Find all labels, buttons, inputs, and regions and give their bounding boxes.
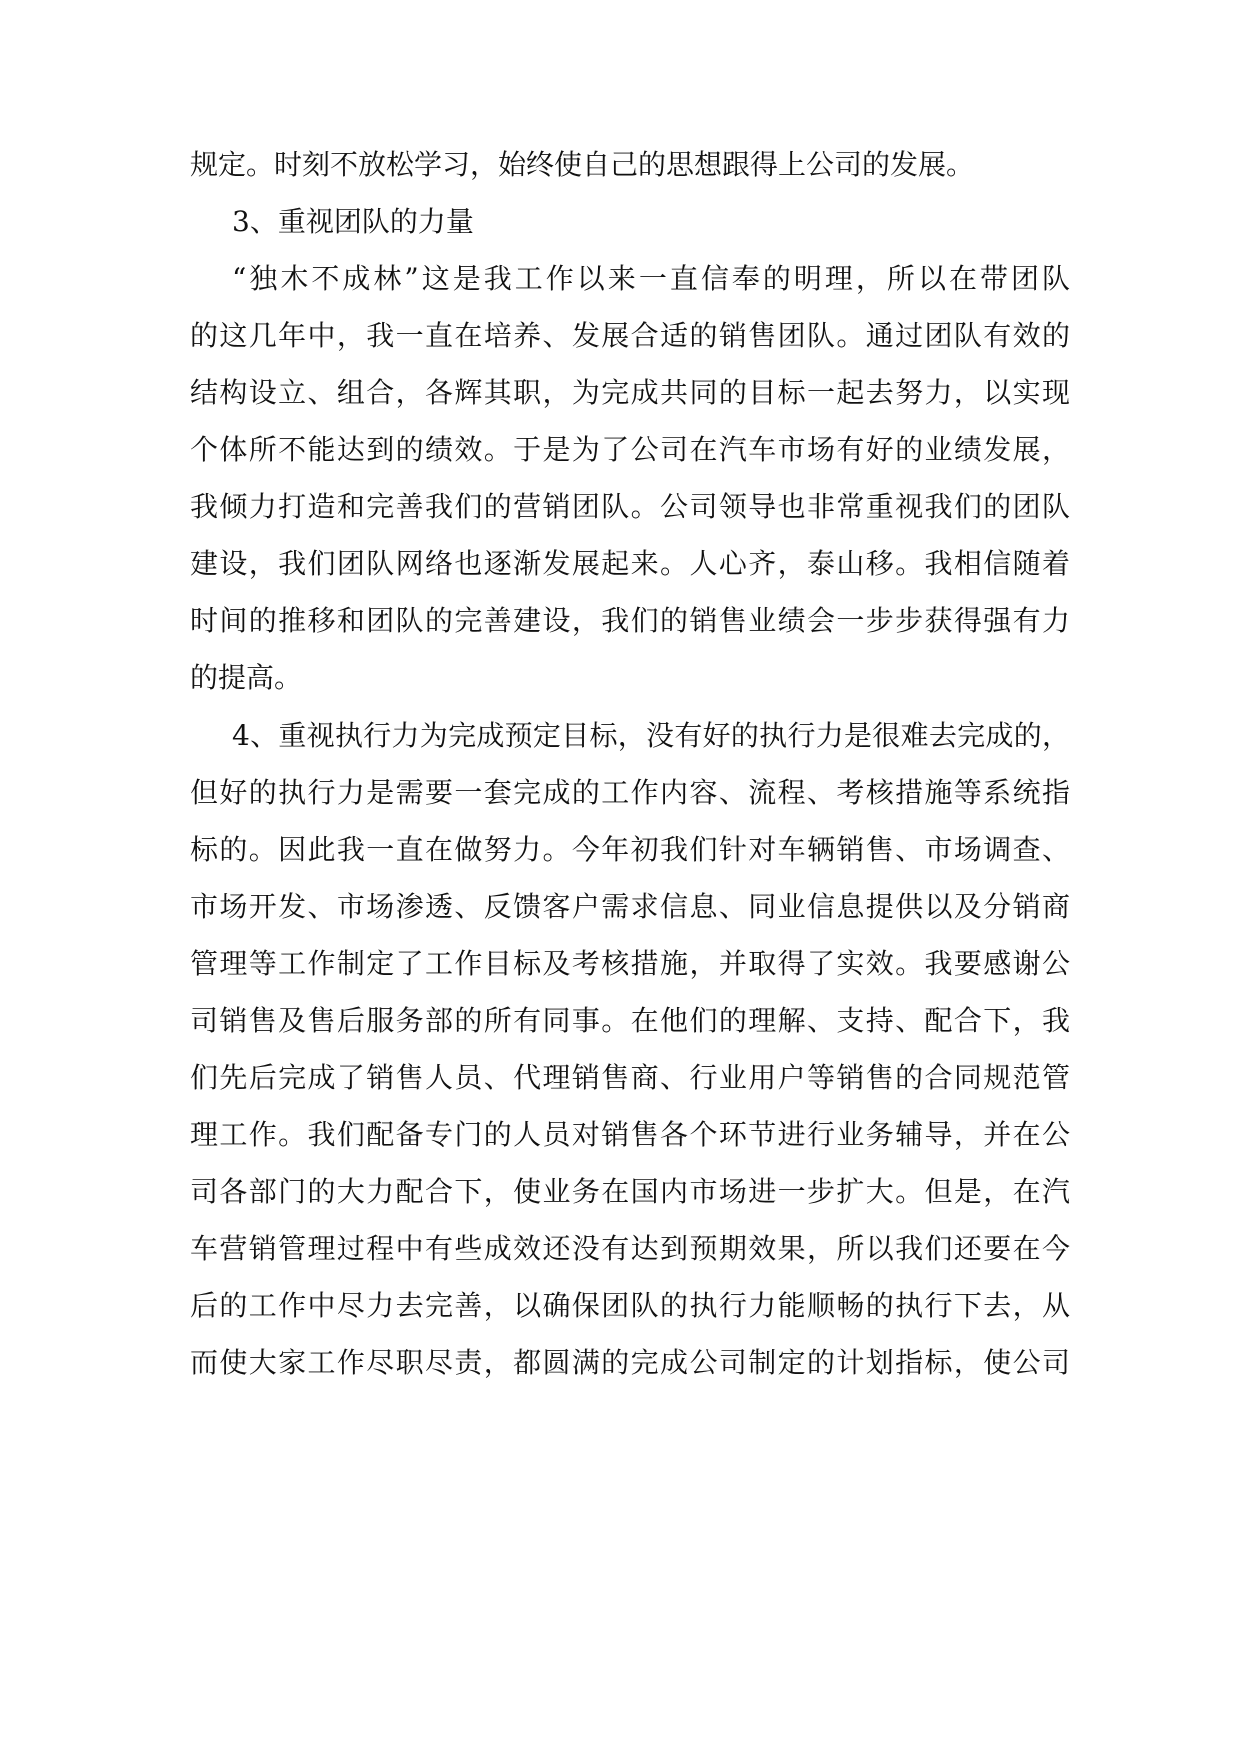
text-line: 而使大家工作尽职尽责，都圆满的完成公司制定的计划指标，使公司 [190, 1346, 1070, 1379]
text-line: 建设，我们团队网络也逐渐发展起来。人心齐，泰山移。我相信随着 [190, 547, 1070, 580]
section-heading: 3、重视团队的力量 [232, 205, 474, 238]
text-line: 的这几年中，我一直在培养、发展合适的销售团队。通过团队有效的 [190, 319, 1070, 352]
text-line: 我倾力打造和完善我们的营销团队。公司领导也非常重视我们的团队 [190, 490, 1070, 523]
text-line: 个体所不能达到的绩效。于是为了公司在汽车市场有好的业绩发展， [190, 433, 1070, 466]
text-line: 司各部门的大力配合下，使业务在国内市场进一步扩大。但是，在汽 [190, 1175, 1070, 1208]
text-line: “独木不成林”这是我工作以来一直信奉的明理，所以在带团队 [232, 262, 1070, 295]
text-line: 的提高。 [190, 661, 303, 694]
text-line: 标的。因此我一直在做努力。今年初我们针对车辆销售、市场调查、 [190, 833, 1070, 866]
text-line: 司销售及售后服务部的所有同事。在他们的理解、支持、配合下，我 [190, 1004, 1070, 1037]
text-line: 理工作。我们配备专门的人员对销售各个环节进行业务辅导，并在公 [190, 1118, 1070, 1151]
text-line: 们先后完成了销售人员、代理销售商、行业用户等销售的合同规范管 [190, 1061, 1070, 1094]
text-line: 管理等工作制定了工作目标及考核措施，并取得了实效。我要感谢公 [190, 947, 1070, 980]
text-line: 但好的执行力是需要一套完成的工作内容、流程、考核措施等系统指 [190, 776, 1070, 809]
text-line: 时间的推移和团队的完善建设，我们的销售业绩会一步步获得强有力 [190, 604, 1070, 637]
text-line: 结构设立、组合，各辉其职，为完成共同的目标一起去努力，以实现 [190, 376, 1070, 409]
text-line: 规定。时刻不放松学习，始终使自己的思想跟得上公司的发展。 [190, 148, 975, 181]
text-line: 后的工作中尽力去完善，以确保团队的执行力能顺畅的执行下去，从 [190, 1289, 1070, 1322]
text-line: 车营销管理过程中有些成效还没有达到预期效果，所以我们还要在今 [190, 1232, 1070, 1265]
text-line: 市场开发、市场渗透、反馈客户需求信息、同业信息提供以及分销商 [190, 890, 1070, 923]
section-heading: 4、重视执行力为完成预定目标，没有好的执行力是很难去完成的， [232, 719, 1070, 752]
